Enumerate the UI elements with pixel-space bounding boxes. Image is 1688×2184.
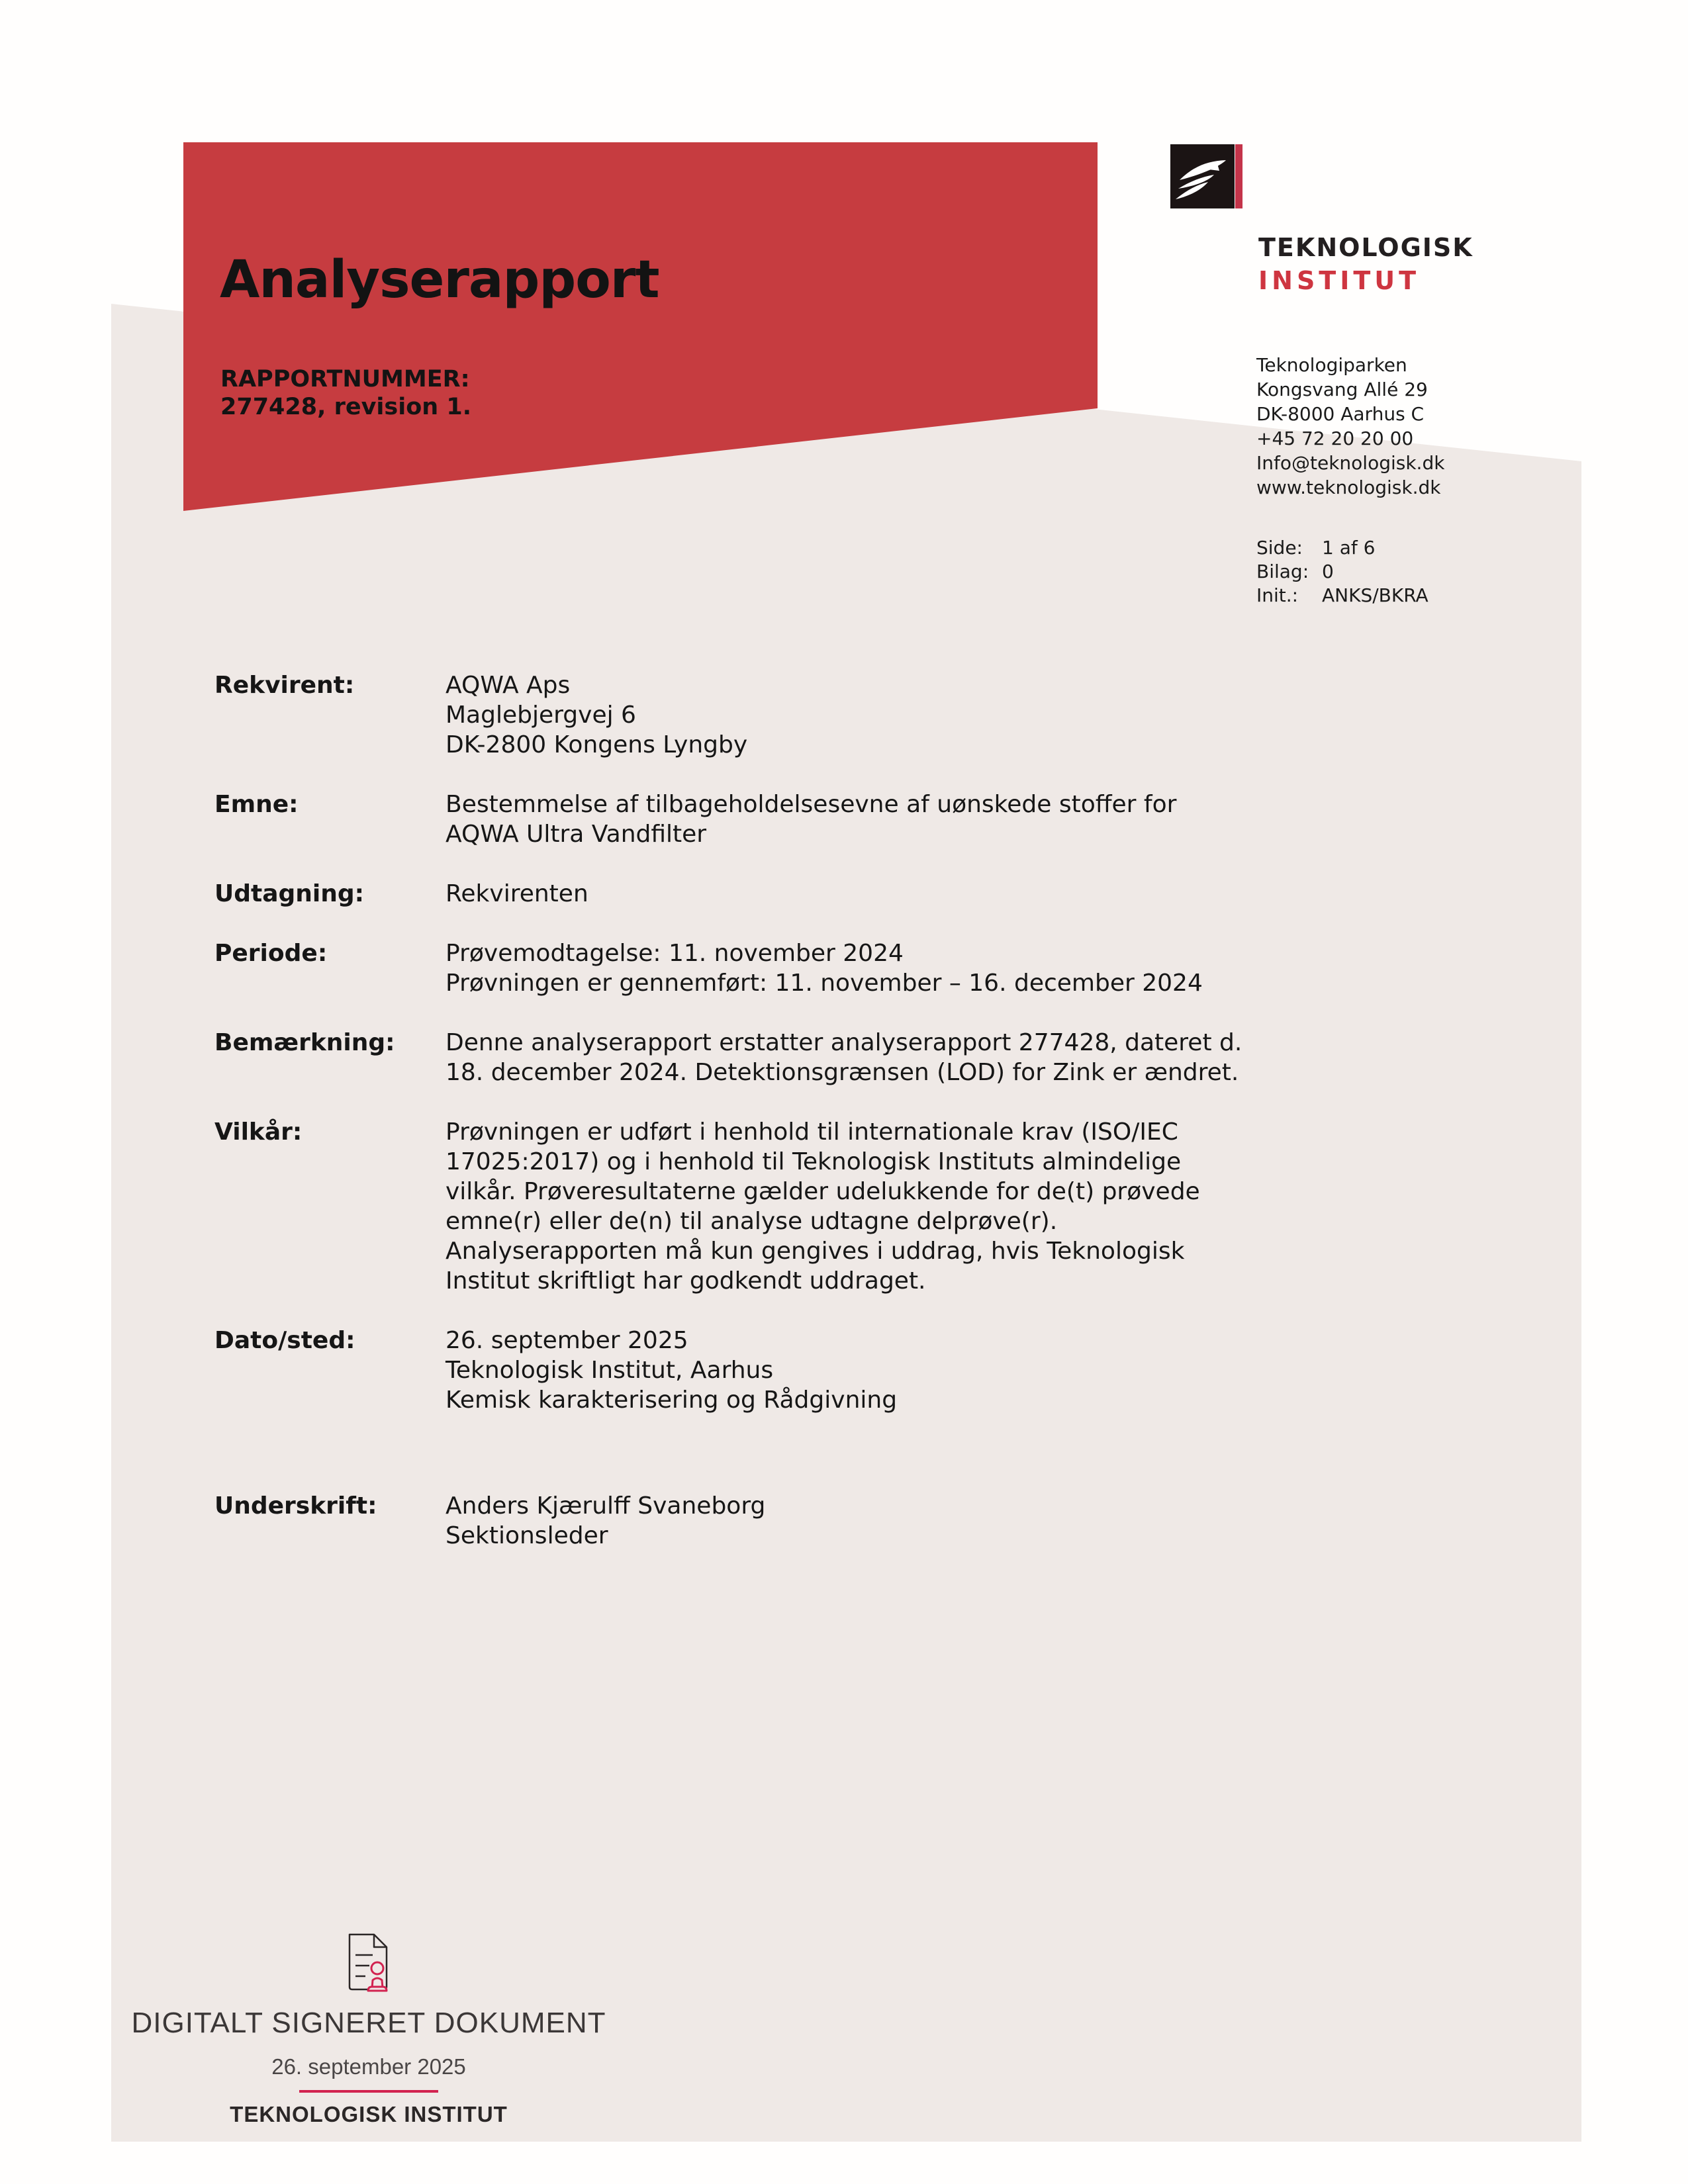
field-label: Emne: [214, 791, 299, 818]
value-line: emne(r) eller de(n) til analyse udtagne delprøve(r). [445, 1208, 1058, 1235]
field-value [445, 1326, 897, 1415]
value-line: Denne analyserapport erstatter analyserapport 277428, dateret d. [445, 1029, 1243, 1056]
digital-signature-stamp [104, 1931, 633, 2127]
page-title: Analyserapport [220, 250, 659, 310]
field-dato-sted [214, 1326, 1340, 1415]
value-line: vilkår. Prøveresultaterne gælder udelukkende for de(t) prøvede [445, 1178, 1200, 1205]
field-udtagning [214, 879, 1340, 909]
field-vilkaar [214, 1117, 1340, 1296]
value-line: AQWA Ultra Vandfilter [445, 821, 707, 848]
field-label: Vilkår: [214, 1118, 303, 1146]
contact-street: Kongsvang Allé 29 [1256, 379, 1428, 400]
field-value [445, 1117, 1200, 1296]
value-line: 17025:2017) og i henhold til Teknologisk Instituts almindelige [445, 1148, 1182, 1175]
page-info-block [1256, 536, 1429, 608]
value-line: Maglebjergvej 6 [445, 702, 636, 729]
value-line: Institut skriftligt har godkendt uddraget. [445, 1267, 926, 1295]
page-info-row-bilag [1256, 560, 1429, 584]
field-bemaerkning [214, 1028, 1340, 1087]
document-body [214, 670, 1340, 1580]
brand-line-institut: INSTITUT [1258, 266, 1421, 295]
contact-block [1256, 353, 1444, 500]
field-label: Underskrift: [214, 1492, 377, 1520]
page-info-row-side [1256, 536, 1429, 560]
field-label: Udtagning: [214, 880, 365, 907]
value-line: 18. december 2024. Detektionsgrænsen (LOD) for Zink er ændret. [445, 1059, 1239, 1086]
field-periode [214, 938, 1340, 998]
value-line: Analyserapporten må kun gengives i uddrag, hvis Teknologisk [445, 1238, 1185, 1265]
field-label: Dato/sted: [214, 1327, 355, 1354]
bilag-label: Bilag: [1256, 561, 1309, 582]
value-line: Bestemmelse af tilbageholdelsesevne af uønskede stoffer for [445, 791, 1177, 818]
contact-email: Info@teknologisk.dk [1256, 452, 1445, 474]
value-line: Prøvemodtagelse: 11. november 2024 [445, 940, 904, 967]
report-number-value: 277428, revision 1. [220, 394, 472, 420]
side-label: Side: [1256, 537, 1303, 559]
value-line: 26. september 2025 [445, 1327, 688, 1354]
report-number-block [220, 365, 471, 421]
field-underskrift [214, 1491, 1340, 1551]
init-label: Init.: [1256, 584, 1299, 606]
stamp-divider-line [299, 2090, 438, 2093]
init-value: ANKS/BKRA [1322, 584, 1429, 606]
field-value [445, 938, 1203, 998]
field-label: Periode: [214, 940, 328, 967]
value-line: Teknologisk Institut, Aarhus [445, 1357, 774, 1384]
value-line: AQWA Aps [445, 672, 571, 699]
contact-website: www.teknologisk.dk [1256, 477, 1441, 498]
field-rekvirent [214, 670, 1340, 760]
bird-swoosh-icon [1170, 144, 1235, 208]
contact-park: Teknologiparken [1256, 354, 1407, 376]
value-line: Rekvirenten [445, 880, 588, 907]
value-line: Prøvningen er udført i henhold til internationale krav (ISO/IEC [445, 1118, 1178, 1146]
field-value [445, 879, 588, 909]
stamp-organization: TEKNOLOGISK INSTITUT [230, 2102, 508, 2126]
field-label: Bemærkning: [214, 1029, 395, 1056]
value-line: DK-2800 Kongens Lyngby [445, 731, 748, 758]
signed-document-icon [343, 1931, 395, 1995]
field-value [445, 790, 1176, 849]
report-number-label: RAPPORTNUMMER: [220, 366, 470, 392]
contact-city: DK-8000 Aarhus C [1256, 403, 1425, 425]
logo-square [1170, 144, 1235, 208]
value-line: Prøvningen er gennemført: 11. november – 16. december 2024 [445, 970, 1203, 997]
signature-title: Sektionsleder [445, 1522, 608, 1549]
contact-phone: +45 72 20 20 00 [1256, 428, 1414, 449]
field-value [445, 670, 747, 760]
logo-red-bar [1235, 144, 1243, 208]
field-value [445, 1491, 765, 1551]
brand-line-teknologisk: TEKNOLOGISK [1258, 233, 1474, 262]
field-emne [214, 790, 1340, 849]
side-value: 1 af 6 [1322, 537, 1376, 559]
value-line: Kemisk karakterisering og Rådgivning [445, 1387, 898, 1414]
bilag-value: 0 [1322, 561, 1334, 582]
stamp-title: DIGITALT SIGNERET DOKUMENT [131, 2007, 606, 2039]
page-info-row-init [1256, 584, 1429, 608]
brand-name [1258, 233, 1474, 295]
signature-name: Anders Kjærulff Svaneborg [445, 1492, 766, 1520]
stamp-date: 26. september 2025 [271, 2054, 466, 2079]
field-value [445, 1028, 1242, 1087]
field-label: Rekvirent: [214, 672, 355, 699]
